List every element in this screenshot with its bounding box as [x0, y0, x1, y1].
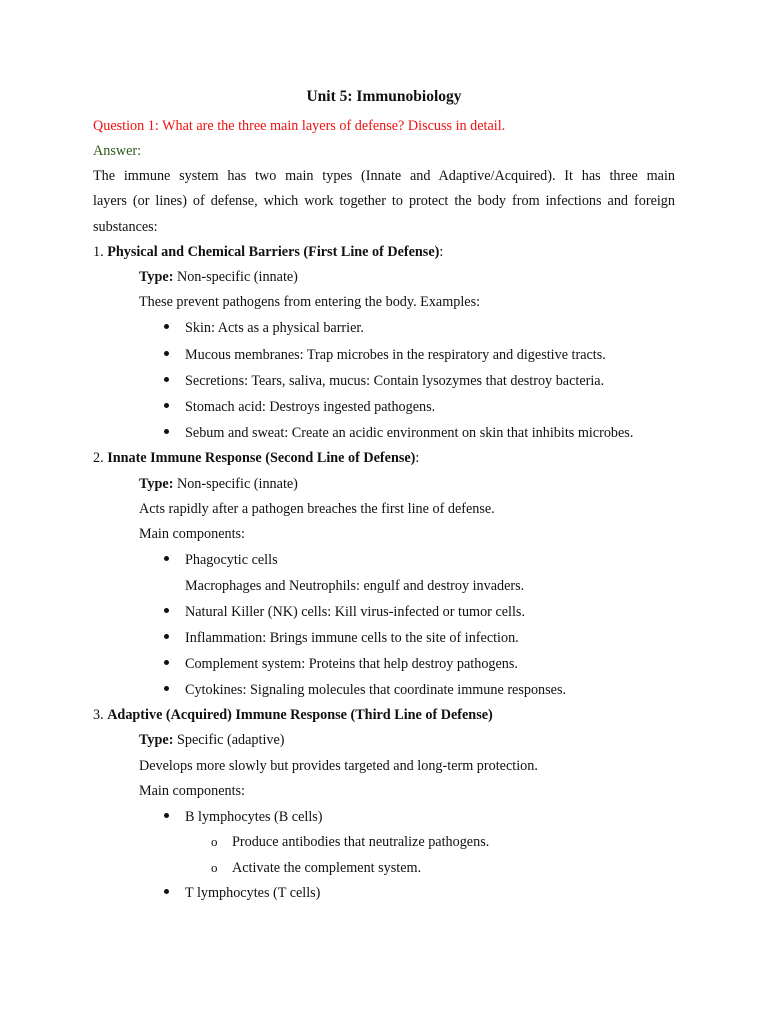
section-3-bullet-b-cells: B lymphocytes (B cells) [185, 809, 323, 825]
intro-line-2: layers (or lines) of defense, which work together to protect the body from infections and foreign [93, 193, 675, 209]
page-title: Unit 5: Immunobiology [306, 88, 462, 105]
section-3-bullet-t-cells: T lymphocytes (T cells) [185, 885, 321, 901]
section-2-type [139, 475, 298, 493]
section-1-title: Physical and Chemical Barriers (First Line of Defense) [107, 244, 440, 260]
section-1-bullet: Skin: Acts as a physical barrier. [185, 320, 364, 336]
section-1-colon: : [439, 244, 444, 260]
section-2-components-label: Main components: [139, 526, 245, 542]
sub-bullet-icon: o [211, 834, 218, 849]
section-3-sub-bullet: Produce antibodies that neutralize pathogens. [232, 834, 490, 850]
type-label: Type: [139, 476, 174, 492]
section-2-bullet: Inflammation: Brings immune cells to the site of infection. [185, 630, 519, 646]
section-1-bullet: Mucous membranes: Trap microbes in the respiratory and digestive tracts. [185, 347, 606, 363]
bullet-icon [164, 608, 169, 613]
bullet-icon [164, 351, 169, 356]
bullet-icon [164, 813, 169, 818]
section-3-number: 3. [93, 707, 104, 723]
bullet-icon [164, 324, 169, 329]
bullet-icon [164, 556, 169, 561]
section-1-bullet: Secretions: Tears, saliva, mucus: Contain lysozymes that destroy bacteria. [185, 373, 605, 389]
bullet-icon [164, 403, 169, 408]
section-3-components-label: Main components: [139, 783, 245, 799]
section-3-sub-bullet: Activate the complement system. [232, 860, 422, 876]
section-3-heading [93, 706, 493, 724]
type-value: Specific (adaptive) [176, 732, 285, 748]
section-2-number: 2. [93, 450, 104, 466]
section-2-bullet: Cytokines: Signaling molecules that coordinate immune responses. [185, 682, 567, 698]
type-value: Non-specific (innate) [176, 476, 298, 492]
intro-line-1: The immune system has two main types (Innate and Adaptive/Acquired). It has three main [93, 168, 675, 184]
type-value: Non-specific (innate) [176, 269, 298, 285]
bullet-icon [164, 686, 169, 691]
section-3-title: Adaptive (Acquired) Immune Response (Third Line of Defense) [107, 707, 493, 723]
sub-bullet-icon: o [211, 860, 218, 875]
type-label: Type: [139, 269, 174, 285]
section-1-bullet: Stomach acid: Destroys ingested pathogens. [185, 399, 436, 415]
section-2-bullet-detail: Macrophages and Neutrophils: engulf and destroy invaders. [185, 578, 525, 594]
bullet-icon [164, 889, 169, 894]
bullet-icon [164, 429, 169, 434]
section-2-bullet: Natural Killer (NK) cells: Kill virus-infected or tumor cells. [185, 604, 526, 620]
section-3-description: Develops more slowly but provides targeted and long-term protection. [139, 758, 538, 774]
section-1-description: These prevent pathogens from entering the body. Examples: [139, 294, 481, 310]
answer-label: Answer: [93, 143, 142, 159]
section-2-description: Acts rapidly after a pathogen breaches the first line of defense. [139, 501, 495, 517]
bullet-icon [164, 377, 169, 382]
section-1-type [139, 268, 298, 286]
section-2-heading [93, 449, 419, 467]
type-label: Type: [139, 732, 174, 748]
section-1-heading [93, 243, 443, 261]
section-2-bullet: Phagocytic cells [185, 552, 278, 568]
section-3-type [139, 731, 285, 749]
intro-line-3: substances: [93, 219, 158, 235]
question-text: Question 1: What are the three main layers of defense? Discuss in detail. [93, 118, 506, 134]
bullet-icon [164, 660, 169, 665]
section-2-colon: : [415, 450, 420, 466]
section-2-title: Innate Immune Response (Second Line of Defense) [107, 450, 416, 466]
section-1-bullet: Sebum and sweat: Create an acidic environment on skin that inhibits microbes. [185, 425, 634, 441]
section-2-bullet: Complement system: Proteins that help destroy pathogens. [185, 656, 518, 672]
section-1-number: 1. [93, 244, 104, 260]
bullet-icon [164, 634, 169, 639]
